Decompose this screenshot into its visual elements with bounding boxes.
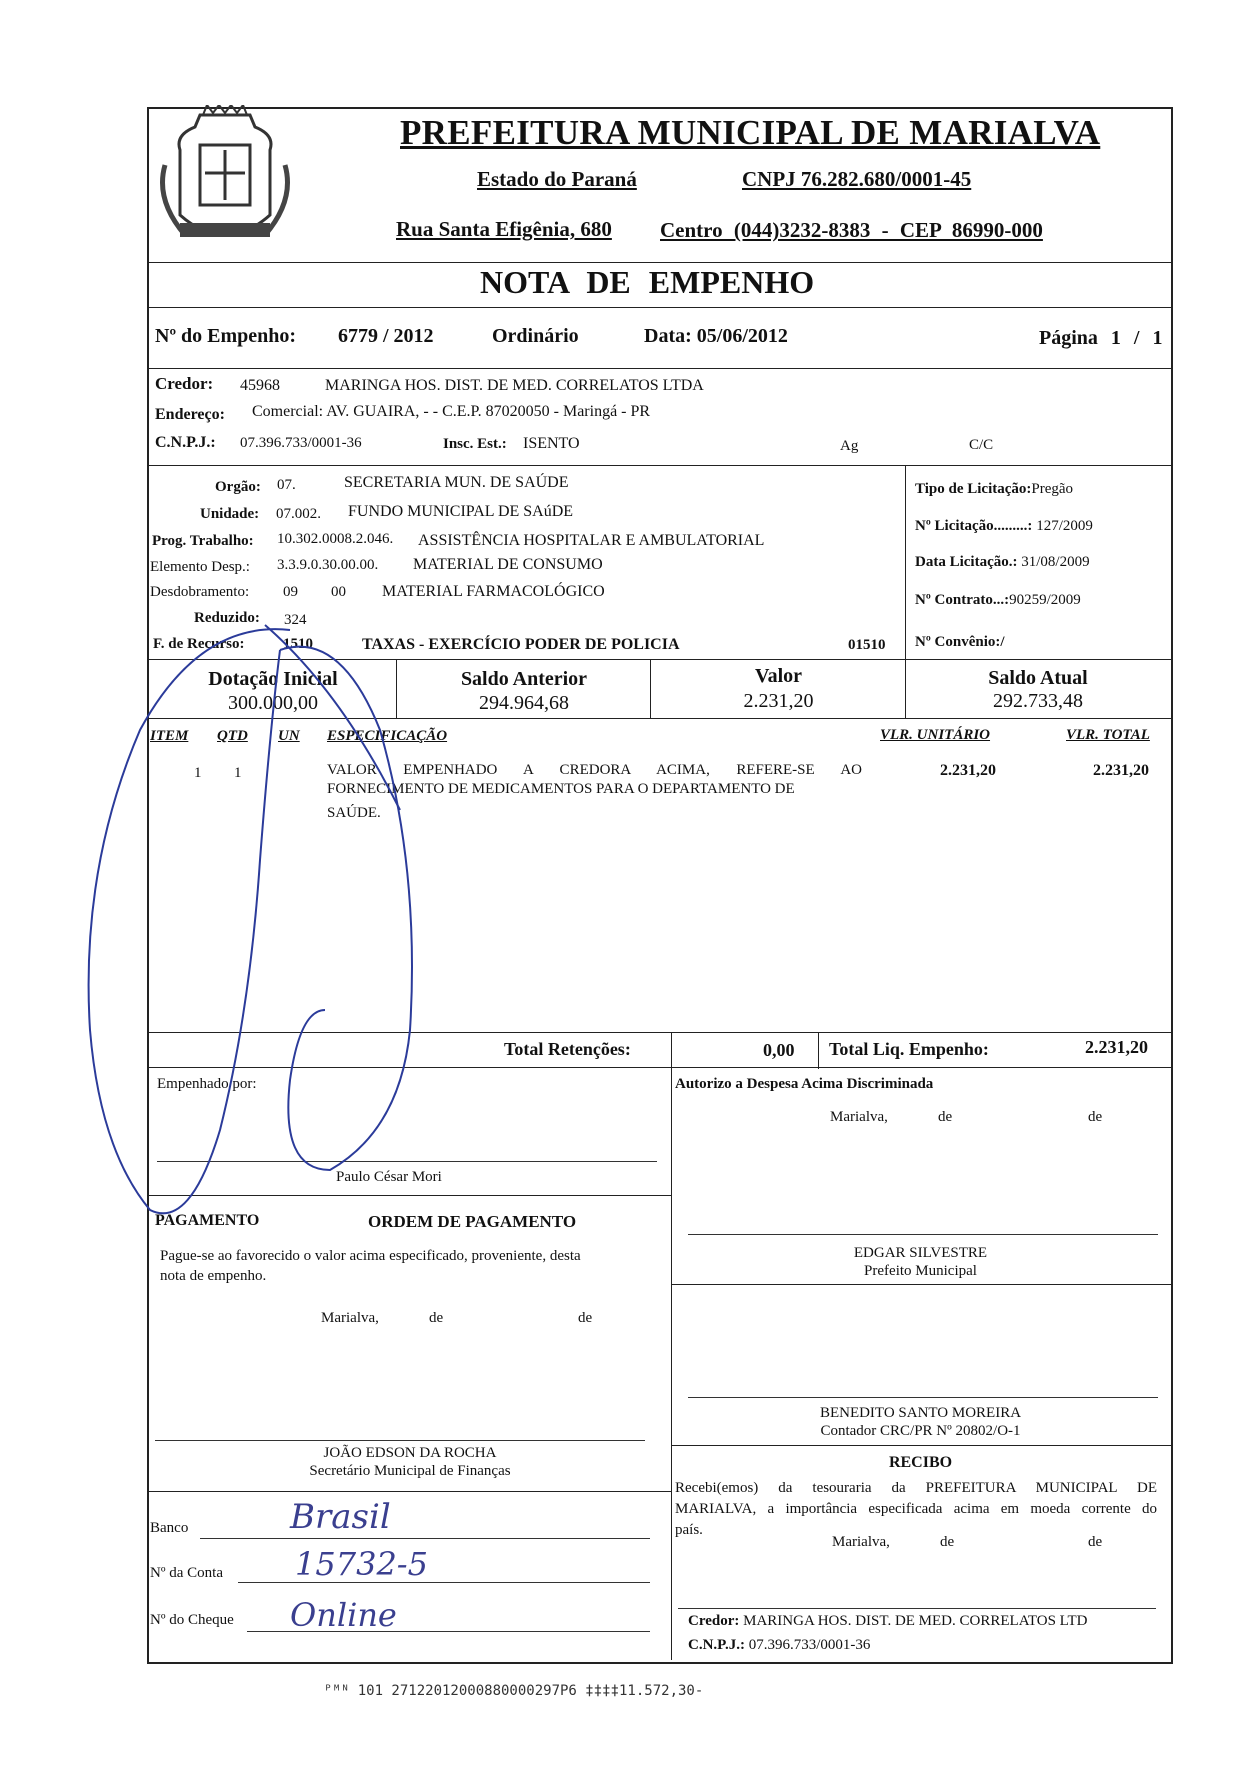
num-licitacao-value: 127/2009 [1036, 518, 1093, 534]
col-espec: ESPECIFICAÇÃO [327, 728, 448, 744]
desd-code-2: 00 [331, 584, 346, 600]
saldo-anterior-label: Saldo Anterior [460, 668, 588, 690]
desd-value: MATERIAL FARMACOLÓGICO [382, 583, 605, 600]
tipo-licitacao-caption: Tipo de Licitação: [915, 481, 1032, 497]
recibo-credor-label: Credor: [688, 1613, 740, 1629]
empenhado-label: Empenhado por: [157, 1076, 257, 1092]
banco-label: Banco [150, 1520, 189, 1536]
pagamento-label: PAGAMENTO [155, 1212, 260, 1229]
contrato [915, 592, 1081, 609]
item-espec-line-2: FORNECIMENTO DE MEDICAMENTOS PARA O DEPARTAMENTO DE [327, 781, 795, 797]
col-vlr-unitario: VLR. UNITÁRIO [880, 727, 991, 743]
credor-name: MARINGA HOS. DIST. DE MED. CORRELATOS LTDA [325, 377, 704, 394]
header-cnpj: CNPJ 76.282.680/0001-45 [742, 167, 972, 191]
pagamento-de-2: de [578, 1310, 593, 1326]
document-title: NOTA DE EMPENHO [480, 264, 815, 300]
num-licitacao [915, 518, 1093, 535]
autorizo-de-2: de [1088, 1109, 1103, 1125]
col-item: ITEM [150, 728, 189, 744]
empenho-label: Nº do Empenho: [155, 325, 297, 347]
credor-code: 45968 [240, 377, 280, 394]
unidade-label: Unidade: [200, 506, 260, 522]
liq-value: 2.231,20 [1085, 1037, 1148, 1057]
recibo-cnpj [688, 1637, 870, 1654]
ordem-pagamento: ORDEM DE PAGAMENTO [368, 1212, 577, 1231]
header-address-2: Centro (044)3232-8383 - CEP 86990-000 [660, 218, 1043, 242]
recibo-text-2: MARIALVA, a importância especificada acima em moeda corrente do [675, 1501, 1157, 1517]
footer-code: ᴾᴹᴺ 101 27122012000880000297P6 ‡‡‡‡11.572,30- [324, 1683, 704, 1699]
recibo-place: Marialva, [832, 1534, 890, 1550]
insc-value: ISENTO [523, 435, 580, 452]
empenho-date: Data: 05/06/2012 [644, 325, 788, 347]
empenho-type: Ordinário [492, 325, 579, 347]
endereco-value: Comercial: AV. GUAIRA, - - C.E.P. 87020050 - Maringá - PR [252, 403, 651, 420]
recurso-code: 1510 [283, 636, 313, 652]
ag-label: Ag [840, 438, 859, 454]
item-number: 1 [194, 765, 202, 781]
item-vlr-unitario: 2.231,20 [940, 762, 996, 779]
dotacao-value: 300.000,00 [228, 692, 318, 714]
dotacao-label: Dotação Inicial [208, 668, 338, 690]
tipo-licitacao-value: Pregão [1031, 481, 1074, 497]
insc-label: Insc. Est.: [443, 436, 507, 452]
prog-code: 10.302.0008.2.046. [277, 531, 394, 547]
credor-cnpj: 07.396.733/0001-36 [240, 435, 362, 451]
conta-value: 15732-5 [295, 1545, 428, 1583]
recurso-number: 01510 [848, 637, 886, 653]
prefeito-name: EDGAR SILVESTRE [853, 1245, 988, 1261]
empenho-number: 6779 / 2012 [338, 325, 434, 347]
autorizo-place: Marialva, [830, 1109, 888, 1125]
header-title: PREFEITURA MUNICIPAL DE MARIALVA [400, 113, 1101, 152]
cc-label: C/C [969, 437, 994, 453]
convenio-label: Nº Convênio:/ [915, 634, 1005, 650]
data-licitacao-label: Data Licitação.: [915, 554, 1018, 570]
reduzido-label: Reduzido: [194, 610, 260, 626]
pagamento-de-1: de [429, 1310, 444, 1326]
reduzido-value: 324 [284, 612, 307, 628]
item-espec-line-3: SAÚDE. [327, 805, 381, 821]
valor-value: 2.231,20 [743, 690, 814, 712]
orgao-code: 07. [277, 477, 296, 493]
recurso-label: F. de Recurso: [153, 636, 245, 652]
endereco-label: Endereço: [155, 406, 225, 423]
col-un: UN [278, 728, 300, 744]
num-licitacao-label: Nº Licitação.........: [915, 518, 1033, 534]
contador-name: BENEDITO SANTO MOREIRA [819, 1405, 1022, 1421]
recibo-cnpj-value: 07.396.733/0001-36 [748, 1637, 871, 1653]
credor-cnpj-label: C.N.P.J.: [155, 434, 216, 451]
secretario-role: Secretário Municipal de Finanças [309, 1463, 511, 1479]
col-vlr-total: VLR. TOTAL [1066, 727, 1150, 743]
unidade-code: 07.002. [276, 506, 321, 522]
elem-label: Elemento Desp.: [150, 559, 250, 575]
elem-code: 3.3.9.0.30.00.00. [277, 557, 379, 573]
data-licitacao-value: 31/08/2009 [1021, 554, 1090, 570]
data-licitacao [915, 554, 1090, 571]
prefeito-role: Prefeito Municipal [864, 1263, 977, 1279]
contrato-value: 90259/2009 [1009, 592, 1081, 608]
tipo-licitacao-label [915, 481, 1073, 498]
recibo-credor-value: MARINGA HOS. DIST. DE MED. CORRELATOS LTD [743, 1613, 1088, 1629]
conta-label: Nº da Conta [150, 1565, 223, 1581]
header-address: Rua Santa Efigênia, 680 [396, 217, 612, 241]
cheque-value: Online [290, 1596, 397, 1634]
recibo-title: RECIBO [888, 1454, 953, 1471]
col-qtd: QTD [217, 728, 248, 744]
retencoes-label: Total Retenções: [504, 1039, 631, 1059]
orgao-value: SECRETARIA MUN. DE SAÚDE [344, 474, 569, 491]
autorizo-de-1: de [938, 1109, 953, 1125]
orgao-label: Orgão: [215, 479, 261, 495]
saldo-anterior-value: 294.964,68 [479, 692, 569, 714]
banco-value: Brasil [290, 1497, 391, 1537]
autorizo-label: Autorizo a Despesa Acima Discriminada [675, 1076, 934, 1092]
item-vlr-total: 2.231,20 [1093, 762, 1149, 779]
unidade-value: FUNDO MUNICIPAL DE SAúDE [348, 503, 574, 520]
desd-code-1: 09 [283, 584, 298, 600]
recibo-de-1: de [940, 1534, 955, 1550]
contador-role: Contador CRC/PR Nº 20802/O-1 [820, 1423, 1021, 1439]
cheque-label: Nº do Cheque [150, 1612, 234, 1628]
credor-label: Credor: [155, 374, 214, 393]
saldo-atual-label: Saldo Atual [988, 667, 1088, 689]
liq-label: Total Liq. Empenho: [829, 1039, 989, 1059]
recibo-text-1: Recebi(emos) da tesouraria da PREFEITURA MUNICIPAL DE [675, 1480, 1157, 1496]
item-espec-line-1: VALOR EMPENHADO A CREDORA ACIMA, REFERE-SE AO [327, 762, 862, 778]
secretario-name: JOÃO EDSON DA ROCHA [323, 1445, 497, 1461]
item-qtd: 1 [234, 765, 242, 781]
empenhado-name: Paulo César Mori [336, 1169, 442, 1185]
elem-value: MATERIAL DE CONSUMO [413, 556, 603, 573]
signature-mark [80, 610, 480, 1230]
recibo-text-3: país. [675, 1522, 703, 1538]
prog-value: ASSISTÊNCIA HOSPITALAR E AMBULATORIAL [418, 532, 765, 549]
prog-label: Prog. Trabalho: [152, 533, 254, 549]
page-number: Página 1 / 1 [1039, 327, 1163, 349]
contrato-label: Nº Contrato...: [915, 592, 1010, 608]
saldo-atual-value: 292.733,48 [993, 690, 1083, 712]
valor-label: Valor [754, 665, 803, 687]
header-state: Estado do Paraná [477, 167, 637, 191]
recibo-de-2: de [1088, 1534, 1103, 1550]
retencoes-value: 0,00 [763, 1040, 795, 1060]
recibo-credor [688, 1613, 1087, 1630]
recibo-cnpj-label: C.N.P.J.: [688, 1637, 745, 1653]
pagamento-text-2: nota de empenho. [160, 1268, 267, 1284]
pagamento-text-1: Pague-se ao favorecido o valor acima especificado, proveniente, desta [160, 1248, 581, 1264]
recurso-value: TAXAS - EXERCÍCIO PODER DE POLICIA [362, 636, 680, 653]
pagamento-place: Marialva, [321, 1310, 379, 1326]
desd-label: Desdobramento: [150, 584, 250, 600]
municipal-coat-of-arms-icon [155, 105, 295, 255]
